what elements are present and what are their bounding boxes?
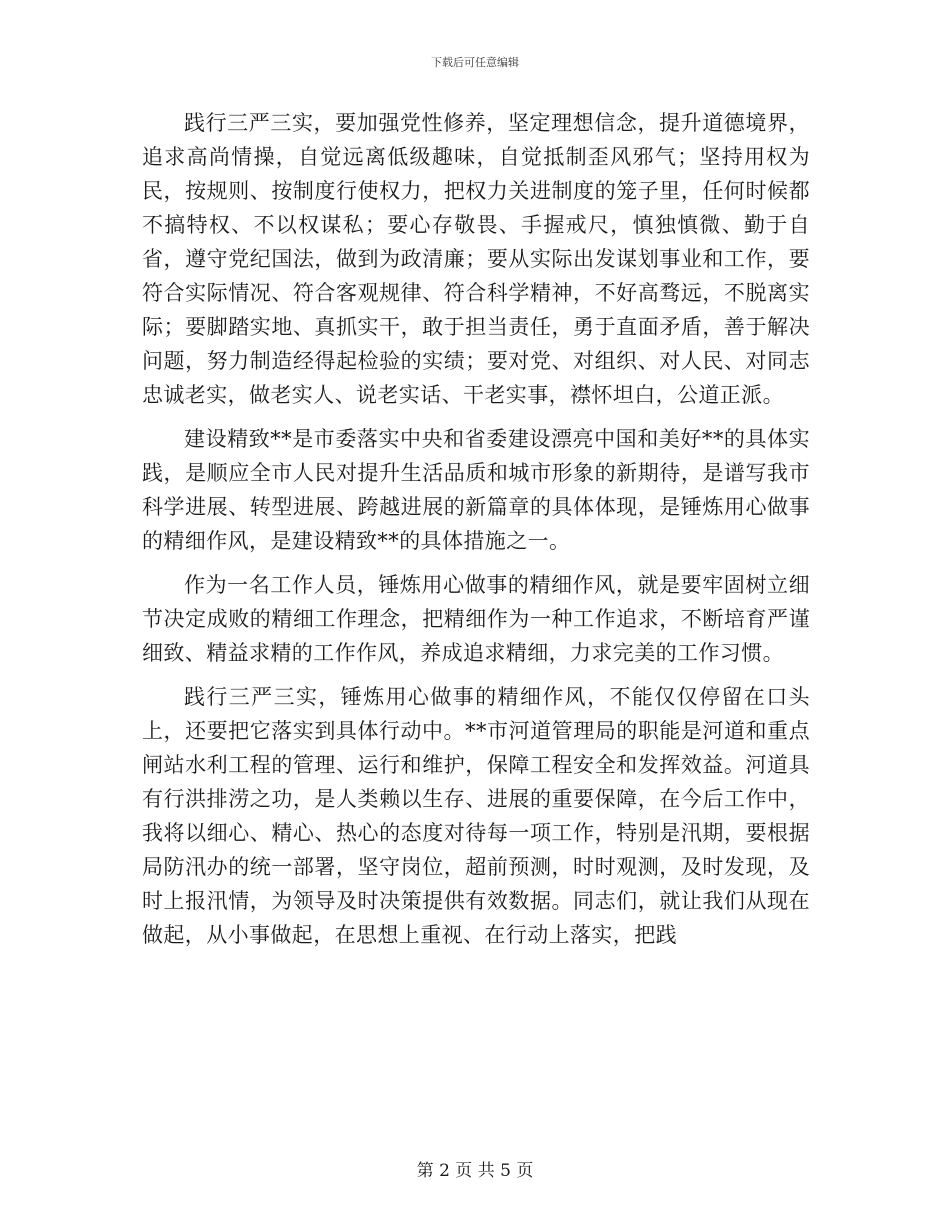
page-header-note: 下载后可任意编辑 [431,56,519,69]
paragraph-1: 践行三严三实，要加强党性修养，坚定理想信念，提升道德境界，追求高尚情操，自觉远离低级趣味，自觉抵制歪风邪气；坚持用权为民，按规则、按制度行使权力，把权力关进制度的笼子里，任何时候都不搞特权、不以权谋私；要心存敬畏、手握戒尺，慎独慎微、勤于自省，遵守党纪国法，做到为政清廉；要从实际出发谋划事业和工作，要符合实际情况、符合客观规律、符合科学精神，不好高骛远，不脱离实际；要脚踏实地、真抓实干，敢于担当责任，勇于直面矛盾，善于解决问题，努力制造经得起检验的实绩；要对党、对组织、对人民、对同志忠诚老实，做老实人、说老实话、干老实事，襟怀坦白，公道正派。 [142,111,810,407]
paragraph-4: 践行三严三实，锤炼用心做事的精细作风，不能仅仅停留在口头上，还要把它落实到具体行动中。**市河道管理局的职能是河道和重点闸站水利工程的管理、运行和维护，保障工程安全和发挥效益。河道具有行洪排涝之功，是人类赖以生存、进展的重要保障，在今后工作中，我将以细心、精心、热心的态度对待每一项工作，特别是汛期，要根据局防汛办的统一部署，坚守岗位，超前预测，时时观测，及时发现，及时上报汛情，为领导及时决策提供有效数据。同志们，就让我们从现在做起，从小事做起，在思想上重视、在行动上落实，把践 [142,685,810,947]
paragraph-3: 作为一名工作人员，锤炼用心做事的精细作风，就是要牢固树立细节决定成败的精细工作理念，把精细作为一种工作追求，不断培育严谨细致、精益求精的工作作风，养成追求精细，力求完美的工作习惯。 [142,573,810,665]
document-body [142,106,810,962]
paragraph-2: 建设精致**是市委落实中央和省委建设漂亮中国和美好**的具体实践，是顺应全市人民对提升生活品质和城市形象的新期待，是谱写我市科学进展、转型进展、跨越进展的新篇章的具体体现，是锤炼用心做事的精细作风，是建设精致**的具体措施之一。 [142,427,810,553]
page-number-footer: 第 2 页 共 5 页 [416,1161,534,1181]
